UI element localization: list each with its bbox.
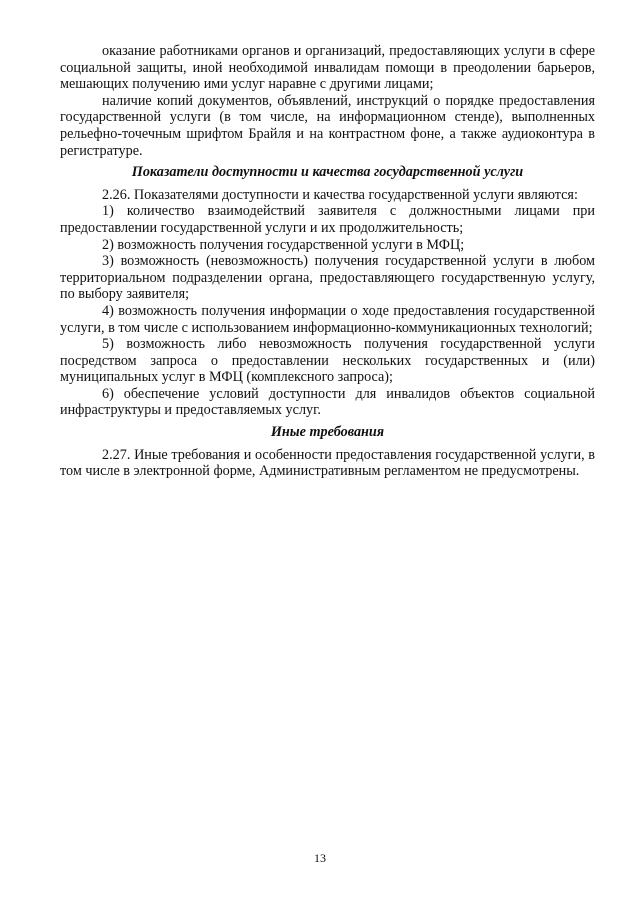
list-item: 6) обеспечение условий доступности для инвалидов объектов социальной инфраструктуры и предоставляемых услуг. — [60, 385, 595, 419]
list-item: 2) возможность получения государственной услуги в МФЦ; — [102, 236, 465, 253]
section-heading: Показатели доступности и качества государственной услуги — [131, 164, 524, 181]
list-item: 1) количество взаимодействий заявителя с должностными лицами при предоставлении государственной услуги и их продолжительность; — [60, 203, 595, 236]
page-number: 13 — [314, 851, 326, 865]
body-paragraph: оказание работниками органов и организаций, предоставляющих услуги в сфере социальной защиты, иной необходимой инвалидам помощи в преодолении барьеров, мешающих получению ими услуг наравне с другими лицами; — [60, 43, 595, 93]
list-item: 5) возможность либо невозможность получения государственной услуги посредством запроса о предоставлении нескольких государственных и (или) муниципальных услуг в МФЦ (комплексного запроса); — [60, 336, 595, 386]
list-item: 4) возможность получения информации о ходе предоставления государственной услуги, в том числе с использованием информационно-коммуникационных технологий; — [60, 302, 595, 336]
body-paragraph: 2.27. Иные требования и особенности предоставления государственной услуги, в том числе в электронной форме, Административным регламентом не предусмотрены. — [60, 446, 595, 480]
body-paragraph: 2.26. Показателями доступности и качества государственной услуги являются: — [102, 186, 578, 203]
document-page — [60, 43, 595, 480]
list-item: 3) возможность (невозможность) получения государственной услуги в любом территориальном подразделении органа, предоставляющего государственную услугу, по выбору заявителя; — [60, 253, 595, 303]
section-heading: Иные требования — [270, 424, 385, 441]
body-paragraph: наличие копий документов, объявлений, инструкций о порядке предоставления государственной услуги (в том числе, на информационном стенде), выполненных рельефно-точечным шрифтом Брайля и на контрастном фоне, а также аудиоконтура в регистратуре. — [60, 92, 595, 159]
